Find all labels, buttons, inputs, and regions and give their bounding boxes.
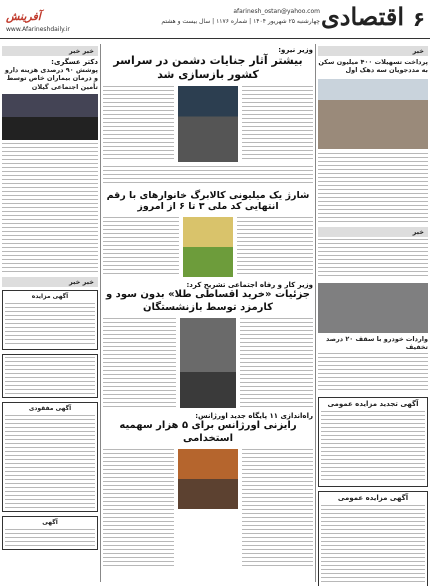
brand-logo: آفرینش [6,10,41,23]
portrait-photo [2,94,98,140]
notice-box [2,402,98,512]
building-photo [318,79,428,149]
basket-photo [183,217,233,277]
ad-title: آگهی مزایده عمومی [337,493,409,502]
official-photo [178,449,238,509]
right-headline: پرداخت تسهیلات ۴۰۰ میلیون سکن به مددجویان سه دهک اول [318,58,428,75]
notice-text [5,529,95,549]
article-text [103,449,174,569]
article-text [103,86,174,162]
headline-2: شارژ یک میلیونی کالابرگ خانوارهای با رقم انتهایی کد ملی ۳ تا ۶ از امروز [106,189,310,213]
article-text [318,353,428,393]
center-column [103,46,313,582]
right-column [318,46,428,582]
notice-box [2,354,98,398]
lead-headline: بیشتر آثار جنایات دشمن در سراسر کشور بازسازی شد [113,54,303,81]
page-number: ۶ [412,7,426,31]
article-text [103,217,179,277]
kicker: وزیر کار و رفاه اجتماعی تشریح کرد: [186,281,313,290]
story-3 [103,318,313,408]
story-2 [103,217,313,277]
section-tag: خبر خبر [2,277,98,287]
notice-box [2,290,98,350]
left-column [2,46,98,582]
notice-box [2,516,98,550]
column-divider [315,44,316,582]
section-tag: خبر [318,227,428,237]
article-text [242,449,313,569]
ad-title: آگهی تجدید مزایده عمومی [327,399,419,408]
notice-title: آگهی مزایده [31,293,69,301]
kicker: راه‌اندازی ۱۱ پایگاه جدید اورژانس: [195,412,313,421]
notice-text [5,357,95,395]
notice-title: آگهی [42,519,58,527]
ad-box [318,491,428,586]
article-text [318,153,428,223]
ad-text [321,411,425,481]
contact-email: afarinesh_ostan@yahoo.com [233,8,320,15]
headline-3: جزئیات «خرید اقساطی طلا» بدون سود و کارمزد توسط بازنشستگان [105,289,311,313]
headline-4: رایزنی اورژانس برای ۵ هزار سهمیه استخدامی [119,420,297,444]
article-text [242,86,313,162]
brand-website: www.Afarineshdaily.ir [6,26,70,33]
masthead [0,0,430,44]
left-headline: پوشش ۹۰ درصدی هزینه دارو و درمان بیماران خاص توسط تأمین اجتماعی گیلان [4,66,98,91]
section-tag: خبر [318,46,428,56]
article-text [240,318,313,408]
ad-box [318,397,428,487]
notice-text [5,415,95,509]
minister-photo [178,86,238,162]
lead-story [103,86,313,162]
car-photo [318,283,428,333]
date-line: چهارشنبه ۲۵ شهریور ۱۴۰۴ | شماره ۱۱۷۶ | سال بیست و هشتم [161,18,320,25]
article-text [103,166,313,184]
right-headline-2: واردات خودرو با سقف ۲۰ درصد تخفیف [325,334,428,351]
article-text [237,217,313,277]
kicker: دکتر عسگری: [51,58,98,66]
article-text [2,143,98,273]
notice-title: آگهی مفقودی [28,405,72,413]
section-logo: اقتصادی [321,2,404,31]
article-text [318,239,428,279]
article-text [103,318,176,408]
ad-text [321,505,425,585]
story-4 [103,449,313,569]
notice-text [5,303,95,347]
kicker: وزیر نیرو: [278,46,313,54]
speaker-photo [180,318,236,408]
column-divider [100,44,101,582]
header-rule [0,38,430,39]
section-tag: خبر خبر [2,46,98,56]
